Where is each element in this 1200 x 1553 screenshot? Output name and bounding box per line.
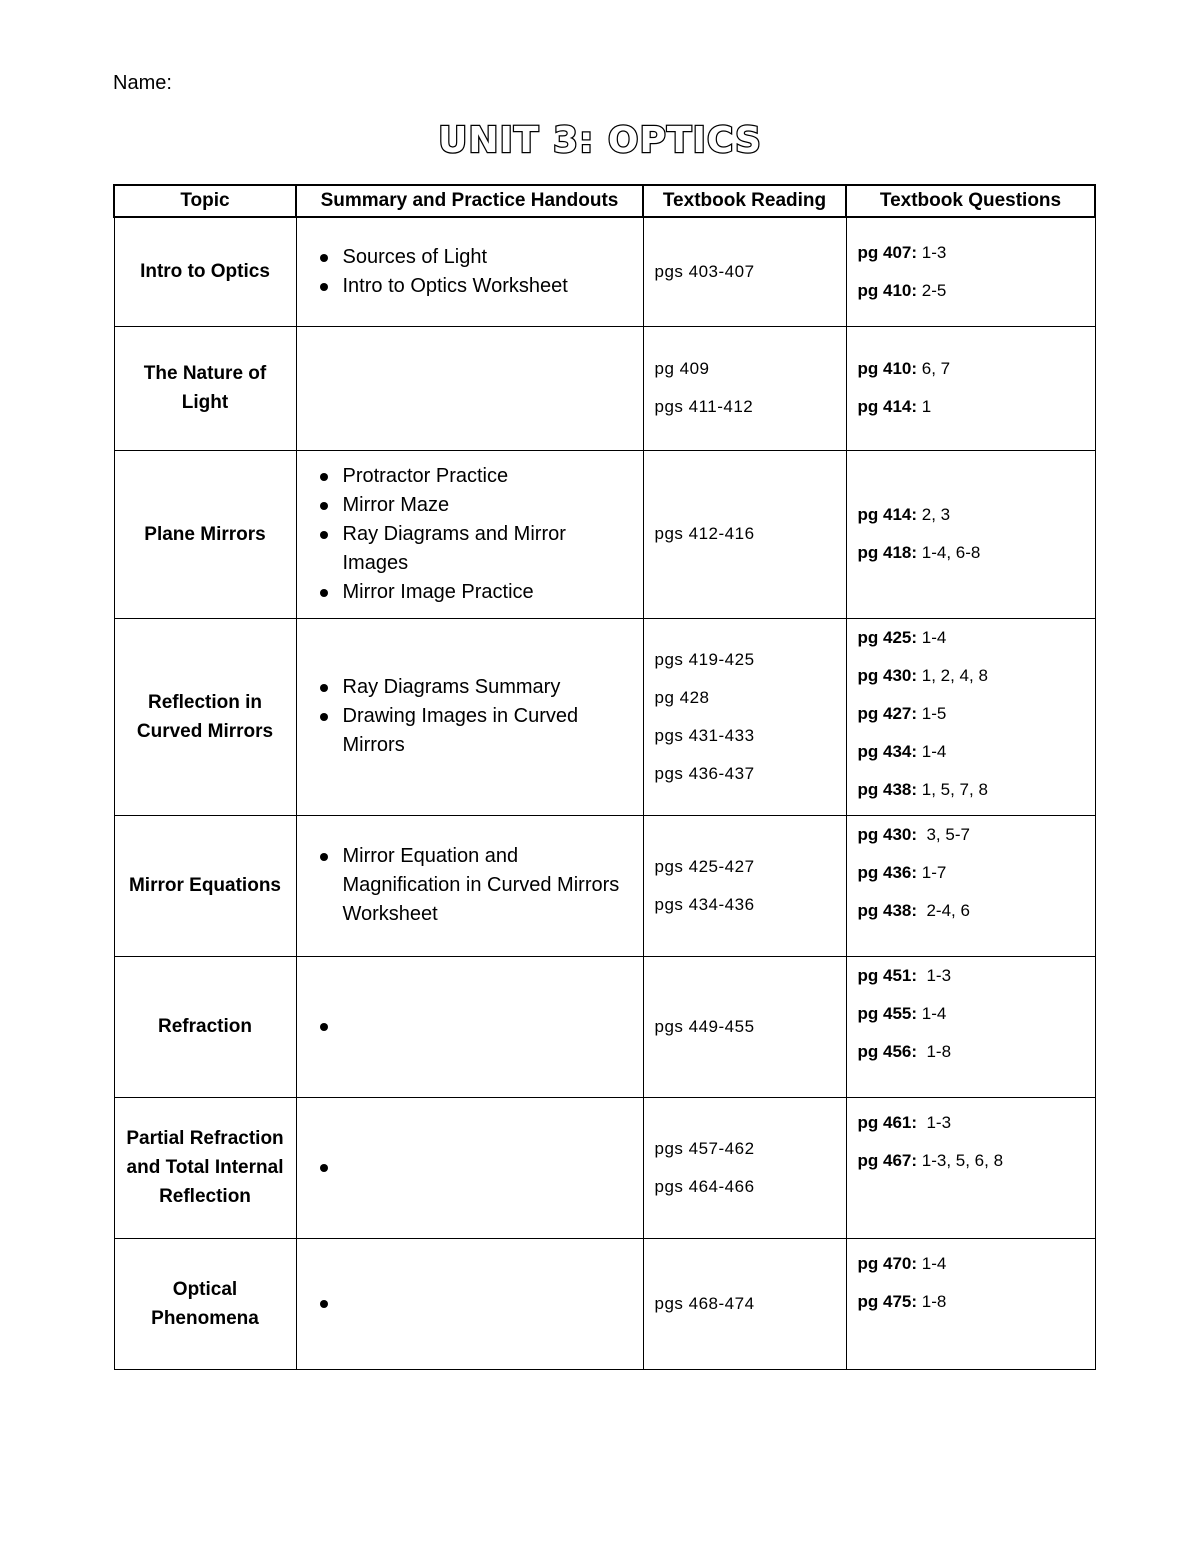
question-line: [858, 816, 1095, 854]
question-line: [858, 1104, 1095, 1142]
name-label: Name:: [113, 72, 172, 94]
handouts-list: [297, 1153, 643, 1182]
column-header-reading: Textbook Reading: [643, 185, 846, 217]
question-items: 1-3: [917, 965, 952, 985]
question-line: [858, 1245, 1095, 1283]
handout-item: Mirror Image Practice: [343, 578, 643, 607]
question-items: 1-4: [917, 627, 947, 647]
question-line: [858, 771, 1095, 809]
question-line: [858, 695, 1095, 733]
handouts-list: [297, 842, 643, 929]
topic-cell: Mirror Equations: [114, 815, 296, 956]
handout-item: Intro to Optics Worksheet: [343, 272, 643, 301]
question-page: pg 461:: [857, 1112, 918, 1132]
question-items: 2-4, 6: [917, 900, 970, 920]
table-header-row: [114, 185, 1095, 217]
handout-item: Ray Diagrams and Mirror Images: [343, 520, 643, 578]
question-line: [858, 1142, 1095, 1180]
reading-cell: [643, 815, 846, 956]
topic-cell: Intro to Optics: [114, 217, 296, 326]
reading-pages: pgs 449-455: [654, 1016, 755, 1036]
question-line: [858, 496, 1095, 534]
handouts-list: [297, 1012, 643, 1041]
table-row: [114, 618, 1095, 815]
reading-pages: pgs 464-466: [654, 1176, 755, 1196]
handout-item: Mirror Equation and Magnification in Curved Mirrors Worksheet: [343, 842, 643, 929]
question-line: [858, 657, 1095, 695]
handout-item: Drawing Images in Curved Mirrors: [343, 702, 643, 760]
unit-table: [113, 184, 1096, 1370]
question-line: [858, 388, 1095, 426]
question-page: pg 467:: [857, 1150, 918, 1170]
question-page: pg 427:: [857, 703, 918, 723]
reading-pages: pgs 436-437: [654, 763, 755, 783]
questions-cell: [846, 450, 1095, 618]
handouts-cell: [296, 815, 643, 956]
question-page: pg 407:: [857, 242, 918, 262]
question-items: 1, 2, 4, 8: [917, 665, 988, 685]
question-line: [858, 534, 1095, 572]
handouts-cell: [296, 1097, 643, 1238]
topic-cell: Optical Phenomena: [114, 1238, 296, 1369]
column-header-handouts: Summary and Practice Handouts: [296, 185, 643, 217]
question-items: 1-3, 5, 6, 8: [917, 1150, 1004, 1170]
reading-cell: [643, 217, 846, 326]
reading-pages: pgs 419-425: [654, 649, 755, 669]
question-line: [858, 733, 1095, 771]
reading-pages: pgs 425-427: [654, 856, 755, 876]
table-row: [114, 217, 1095, 326]
handout-item: [343, 1289, 643, 1318]
table-row: [114, 956, 1095, 1097]
question-line: [858, 854, 1095, 892]
question-line: [858, 892, 1095, 930]
reading-pages: pgs 457-462: [654, 1138, 755, 1158]
reading-pages: pgs 411-412: [654, 397, 754, 416]
question-items: 1-4: [917, 1003, 947, 1023]
question-items: 1-3: [917, 1112, 952, 1132]
question-page: pg 425:: [857, 627, 918, 647]
question-page: pg 418:: [857, 543, 918, 562]
question-page: pg 414:: [857, 505, 918, 524]
reading-pages: pgs 403-407: [654, 261, 755, 281]
question-items: 1-8: [917, 1291, 947, 1311]
topic-cell: The Nature of Light: [114, 326, 296, 450]
question-items: 1-3: [917, 242, 947, 262]
topic-cell: Plane Mirrors: [114, 450, 296, 618]
table-row: [114, 326, 1095, 450]
question-page: pg 438:: [857, 779, 918, 799]
column-header-questions: Textbook Questions: [846, 185, 1095, 217]
question-items: 2, 3: [917, 505, 951, 524]
questions-cell: [846, 1238, 1095, 1369]
question-line: [858, 619, 1095, 657]
question-line: [858, 957, 1095, 995]
question-page: pg 475:: [857, 1291, 918, 1311]
questions-cell: [846, 956, 1095, 1097]
questions-cell: [846, 815, 1095, 956]
reading-pages: pgs 431-433: [654, 725, 755, 745]
handouts-list: [297, 1289, 643, 1318]
question-items: 1-4: [917, 741, 947, 761]
question-page: pg 414:: [857, 397, 918, 416]
table-body: [114, 217, 1095, 1369]
question-items: 1, 5, 7, 8: [917, 779, 988, 799]
table-row: [114, 1097, 1095, 1238]
question-items: 3, 5-7: [917, 824, 970, 844]
question-page: pg 430:: [857, 824, 918, 844]
question-items: 1-7: [917, 862, 947, 882]
question-page: pg 430:: [857, 665, 918, 685]
questions-cell: [846, 217, 1095, 326]
handout-item: Ray Diagrams Summary: [343, 673, 643, 702]
handouts-list: [297, 673, 643, 760]
question-page: pg 410:: [857, 359, 918, 378]
handout-item: [343, 1012, 643, 1041]
question-items: 2-5: [917, 280, 947, 300]
handouts-cell: [296, 618, 643, 815]
question-page: pg 455:: [857, 1003, 918, 1023]
question-line: [858, 234, 1095, 272]
questions-cell: [846, 618, 1095, 815]
question-line: [858, 1033, 1095, 1071]
reading-cell: [643, 1238, 846, 1369]
question-page: pg 436:: [857, 862, 918, 882]
question-items: 1-4, 6-8: [917, 543, 981, 562]
question-page: pg 456:: [857, 1041, 918, 1061]
topic-cell: Partial Refraction and Total Internal Reflection: [114, 1097, 296, 1238]
handouts-cell: [296, 956, 643, 1097]
question-line: [858, 1283, 1095, 1321]
handout-item: Protractor Practice: [343, 462, 643, 491]
question-page: pg 470:: [857, 1253, 918, 1273]
handouts-list: [297, 243, 643, 301]
table-row: [114, 1238, 1095, 1369]
reading-cell: [643, 618, 846, 815]
topic-cell: Reflection in Curved Mirrors: [114, 618, 296, 815]
reading-pages: pg 409: [654, 359, 710, 378]
handout-item: [343, 1153, 643, 1182]
reading-cell: [643, 956, 846, 1097]
reading-pages: pg 428: [654, 687, 710, 707]
reading-cell: [643, 326, 846, 450]
handouts-cell: [296, 326, 643, 450]
topic-cell: Refraction: [114, 956, 296, 1097]
question-line: [858, 995, 1095, 1033]
question-page: pg 434:: [857, 741, 918, 761]
handout-item: Sources of Light: [343, 243, 643, 272]
questions-cell: [846, 1097, 1095, 1238]
question-items: 1-4: [917, 1253, 947, 1273]
question-items: 1-8: [917, 1041, 952, 1061]
reading-cell: [643, 450, 846, 618]
question-items: 6, 7: [917, 359, 951, 378]
question-page: pg 438:: [857, 900, 918, 920]
handouts-cell: [296, 450, 643, 618]
handouts-cell: [296, 217, 643, 326]
question-page: pg 451:: [857, 965, 918, 985]
reading-cell: [643, 1097, 846, 1238]
handout-item: Mirror Maze: [343, 491, 643, 520]
column-header-topic: Topic: [114, 185, 296, 217]
question-line: [858, 350, 1095, 388]
table-row: [114, 450, 1095, 618]
question-items: 1: [917, 397, 932, 416]
page-title: UNIT 3: OPTICS: [438, 120, 762, 161]
question-page: pg 410:: [857, 280, 918, 300]
table-row: [114, 815, 1095, 956]
question-items: 1-5: [917, 703, 947, 723]
handouts-list: [297, 462, 643, 607]
reading-pages: pgs 468-474: [654, 1293, 755, 1313]
question-line: [858, 272, 1095, 310]
reading-pages: pgs 434-436: [654, 894, 755, 914]
questions-cell: [846, 326, 1095, 450]
reading-pages: pgs 412-416: [654, 524, 755, 543]
handouts-cell: [296, 1238, 643, 1369]
